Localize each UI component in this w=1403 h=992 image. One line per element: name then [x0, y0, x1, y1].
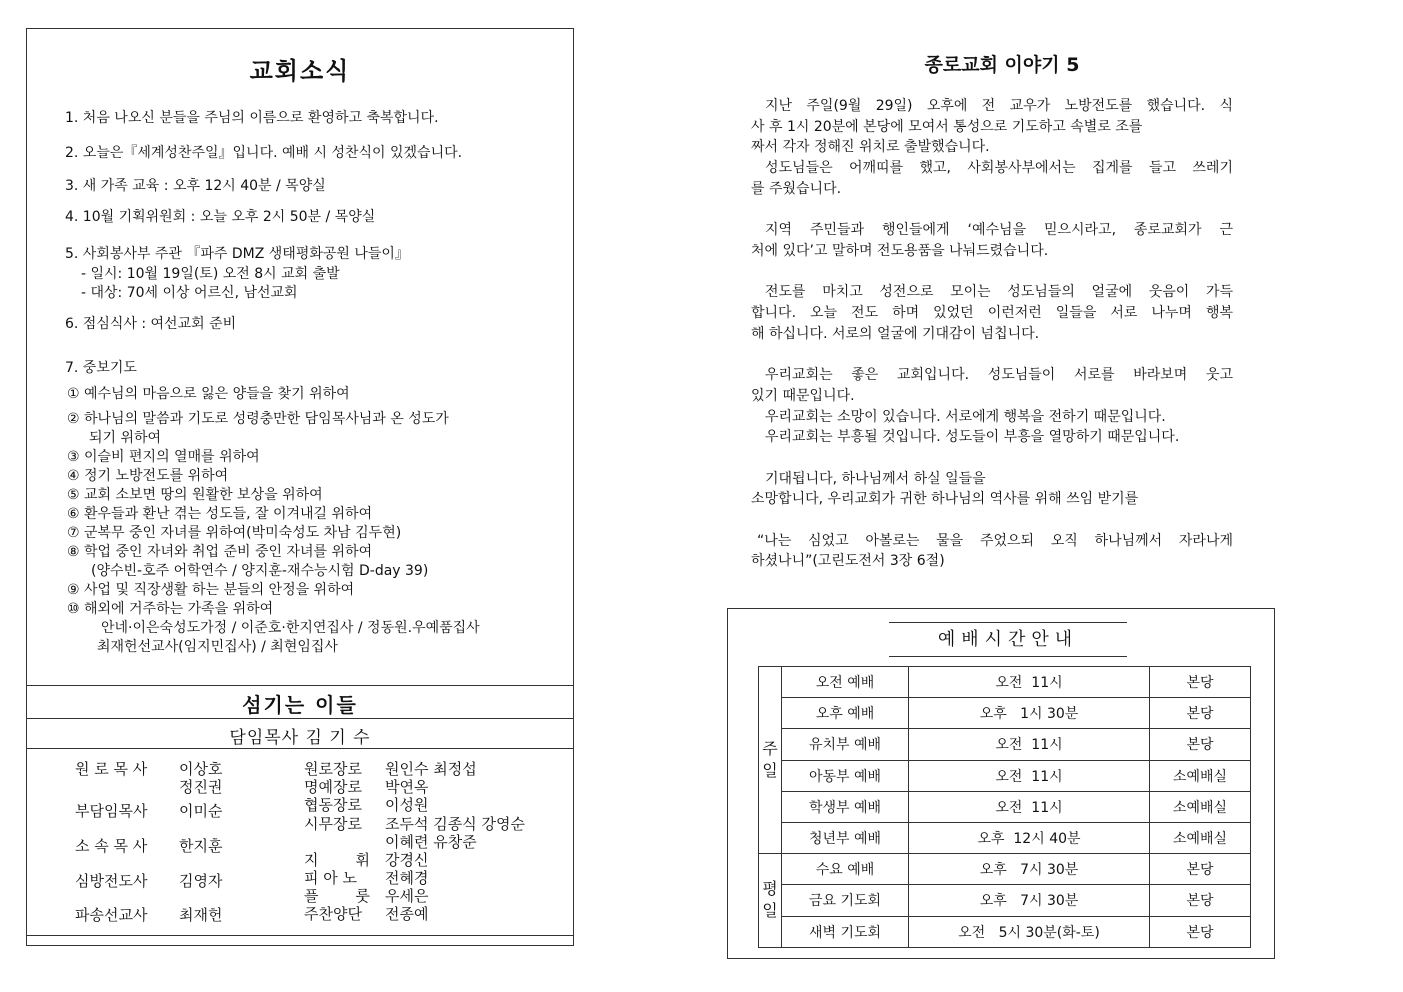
staff-names: 원인수 최정섭 [385, 760, 477, 778]
worship-place: 본당 [1150, 729, 1251, 760]
story-line: 소망합니다, 우리교회가 귀한 하나님의 역사를 위해 쓰임 받기를 [751, 491, 1139, 508]
staff-role: 주찬양단 [304, 905, 362, 923]
staff-role: 심방전도사 [75, 872, 148, 890]
staff-role: 명예장로 [304, 778, 362, 796]
divider [27, 718, 573, 719]
worship-name: 학생부 예배 [782, 791, 909, 822]
staff-names: 박연옥 [385, 778, 429, 796]
story-line: 짜서 각자 정해진 위치로 출발했습니다. [751, 139, 990, 156]
prayer-item: ⑩ 해외에 거주하는 가족을 위하여 [67, 601, 274, 617]
worship-place: 소예배실 [1150, 760, 1251, 791]
story-line: 우리교회는 소망이 있습니다. 서로에게 행복을 전하기 때문입니다. [765, 408, 1166, 425]
story-title: 종로교회 이야기 5 [924, 54, 1080, 76]
prayer-item: ⑥ 환우들과 환난 겪는 성도들, 잘 이겨내길 위하여 [67, 506, 373, 522]
worship-name: 유치부 예배 [782, 729, 909, 760]
news-item-2: 2. 오늘은『세계성찬주일』입니다. 예배 시 성찬식이 있겠습니다. [65, 145, 463, 161]
worship-name: 청년부 예배 [782, 822, 909, 853]
prayer-item: ⑤ 교회 소보면 땅의 원활한 보상을 위하여 [67, 487, 323, 503]
senior-pastor: 담임목사 김 기 수 [229, 728, 371, 748]
story-line: “나는 심었고 아볼로는 물을 주었으되 오직 하나님께서 자라나게 [757, 532, 1233, 549]
staff-role: 협동장로 [304, 796, 362, 814]
staff-names: 전종예 [385, 905, 429, 923]
story-line: 기대됩니다, 하나님께서 하실 일들을 [765, 470, 986, 487]
news-item-3: 3. 새 가족 교육 : 오후 12시 40분 / 목양실 [65, 178, 326, 194]
worship-time: 오전 11시 [909, 760, 1150, 791]
prayer-item: ⑦ 군복무 중인 자녀를 위하여(박미숙성도 차남 김두현) [67, 525, 402, 541]
news-item-5-target: - 대상: 70세 이상 어르신, 남선교회 [81, 285, 298, 301]
worship-time: 오전 11시 [909, 667, 1150, 698]
worship-name: 금요 기도회 [782, 885, 909, 916]
staff-names: 전혜경 [385, 869, 429, 887]
prayer-item: ② 하나님의 말씀과 기도로 성령충만한 담임목사님과 온 성도가 [67, 411, 449, 427]
staff-names: 한지훈 [179, 837, 223, 855]
staff-role: 부담임목사 [75, 802, 148, 820]
worship-row [759, 729, 1251, 760]
church-news-panel [26, 28, 574, 946]
story-line: 해 하십니다. 서로의 얼굴에 기대감이 넘칩니다. [751, 325, 1040, 342]
story-line: 처에 있다’고 말하며 전도용품을 나눠드렸습니다. [751, 242, 1049, 259]
worship-time: 오전 11시 [909, 791, 1150, 822]
story-line: 우리교회는 좋은 교회입니다. 성도님들이 서로를 바라보며 웃고 [765, 367, 1233, 384]
staff-role: 원로장로 [304, 760, 362, 778]
story-line: 를 주웠습니다. [751, 180, 842, 197]
news-item-5-date: - 일시: 10월 19일(토) 오전 8시 교회 출발 [81, 266, 340, 282]
staff-role: 파송선교사 [75, 906, 148, 924]
staff-names: 김영자 [179, 872, 223, 890]
worship-name: 오전 예배 [782, 667, 909, 698]
story-line: 합니다. 오늘 전도 하며 있었던 이런저런 일들을 서로 나누며 행복 [751, 305, 1233, 321]
news-item-1: 1. 처음 나오신 분들을 주님의 이름으로 환영하고 축복합니다. [65, 110, 439, 126]
story-line: 지역 주민들과 행인들에게 ‘예수님을 믿으시라고, 종로교회가 근 [765, 222, 1233, 239]
staff-names: 이상호 정진권 [179, 760, 223, 796]
prayer-item: ⑨ 사업 및 직장생활 하는 분들의 안정을 위하여 [67, 582, 355, 598]
staff-names: 최재헌 [179, 906, 223, 924]
worship-row [759, 916, 1251, 947]
news-title: 교회소식 [249, 56, 351, 85]
worship-time: 오후 1시 30분 [909, 698, 1150, 729]
worship-row [759, 760, 1251, 791]
staff-role: 소 속 목 사 [75, 837, 148, 855]
worship-time: 오후 7시 30분 [909, 885, 1150, 916]
prayer-item: ③ 이슬비 편지의 열매를 위하여 [67, 449, 260, 465]
staff-names: 이미순 [179, 802, 223, 820]
worship-name: 오후 예배 [782, 698, 909, 729]
staff-role: 지 휘 [304, 851, 370, 869]
prayer-item: (양수빈-호주 어학연수 / 양지훈-재수능시험 D-day 39) [91, 563, 429, 579]
worship-time: 오전 5시 30분(화-토) [909, 916, 1150, 947]
worship-place: 본당 [1150, 854, 1251, 885]
news-item-7: 7. 중보기도 [65, 360, 137, 376]
worship-row [759, 822, 1251, 853]
worship-row [759, 667, 1251, 698]
worship-place: 본당 [1150, 916, 1251, 947]
worship-place: 본당 [1150, 667, 1251, 698]
worship-time: 오후 7시 30분 [909, 854, 1150, 885]
prayer-item: ④ 정기 노방전도를 위하여 [67, 468, 229, 484]
story-line: 있기 때문입니다. [751, 387, 855, 404]
prayer-item: 최재헌선교사(임지민집사) / 최현임집사 [97, 639, 338, 655]
worship-time: 오전 11시 [909, 729, 1150, 760]
servants-title: 섬기는 이들 [242, 693, 358, 717]
prayer-item: 안네·이은숙성도가정 / 이준호·한지연집사 / 정동원.우예품집사 [101, 620, 480, 636]
worship-place: 소예배실 [1150, 791, 1251, 822]
worship-times-panel [727, 608, 1275, 959]
worship-row [759, 791, 1251, 822]
story-line: 전도를 마치고 성전으로 모이는 성도님들의 얼굴에 웃음이 가득 [765, 284, 1233, 301]
worship-table [758, 666, 1251, 948]
staff-names: 우세은 [385, 887, 429, 905]
story-line: 지난 주일(9월 29일) 오후에 전 교우가 노방전도를 했습니다. 식 [765, 98, 1233, 114]
worship-group-label: 평 일 [759, 854, 782, 948]
divider [27, 685, 573, 686]
staff-role: 피 아 노 [304, 869, 358, 887]
divider [27, 748, 573, 749]
worship-name: 새벽 기도회 [782, 916, 909, 947]
worship-row [759, 854, 1251, 885]
divider [27, 935, 573, 936]
worship-time: 오후 12시 40분 [909, 822, 1150, 853]
worship-name: 수요 예배 [782, 854, 909, 885]
staff-role: 시무장로 [304, 815, 362, 833]
news-item-4: 4. 10월 기획위원회 : 오늘 오후 2시 50분 / 목양실 [65, 209, 376, 225]
worship-row [759, 885, 1251, 916]
worship-group-label: 주 일 [759, 667, 782, 854]
news-item-5: 5. 사회봉사부 주관 『파주 DMZ 생태평화공원 나들이』 [65, 246, 409, 262]
story-line: 성도님들은 어깨띠를 했고, 사회봉사부에서는 집게를 들고 쓰레기 [765, 160, 1233, 177]
news-item-6: 6. 점심식사 : 여선교회 준비 [65, 316, 237, 332]
story-line: 우리교회는 부흥될 것입니다. 성도들이 부흥을 열망하기 때문입니다. [765, 429, 1180, 446]
staff-role: 원 로 목 사 [75, 760, 148, 778]
staff-role: 플 룻 [304, 887, 370, 905]
worship-name: 아동부 예배 [782, 760, 909, 791]
story-line: 하셨나니”(고린도전서 3장 6절) [751, 553, 945, 570]
worship-place: 본당 [1150, 885, 1251, 916]
prayer-item: ⑧ 학업 중인 자녀와 취업 준비 중인 자녀를 위하여 [67, 544, 373, 560]
staff-names: 조두석 김종식 강영순 이혜련 유창준 [385, 815, 525, 851]
story-line: 사 후 1시 20분에 본당에 모여서 통성으로 기도하고 속별로 조를 [751, 118, 1143, 135]
worship-row [759, 698, 1251, 729]
worship-place: 본당 [1150, 698, 1251, 729]
staff-names: 강경신 [385, 851, 429, 869]
worship-title: 예배시간안내 [889, 622, 1127, 657]
staff-names: 이성원 [385, 796, 429, 814]
prayer-item: 되기 위하여 [89, 430, 162, 446]
worship-place: 소예배실 [1150, 822, 1251, 853]
prayer-item: ① 예수님의 마음으로 잃은 양들을 찾기 위하여 [67, 386, 350, 402]
